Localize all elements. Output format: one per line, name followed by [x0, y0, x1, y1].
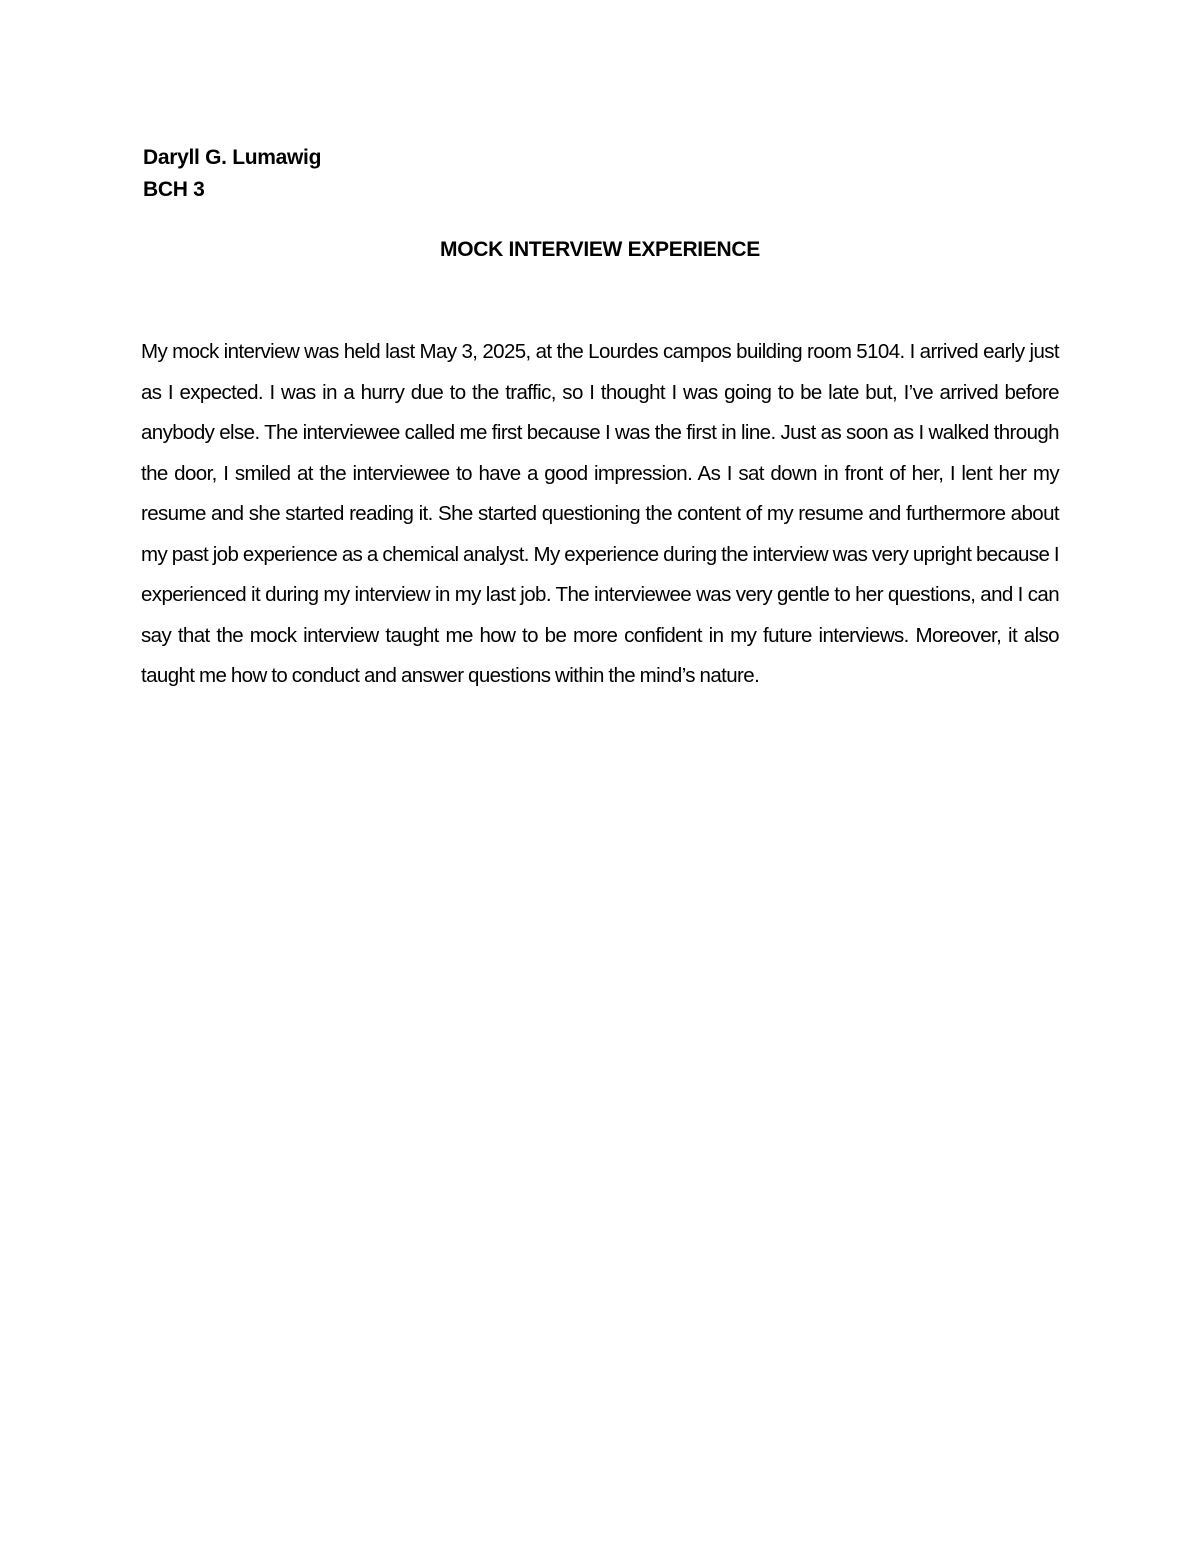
- document-header: [143, 142, 743, 206]
- section-label: BCH 3: [143, 178, 205, 201]
- body-paragraph: My mock interview was held last May 3, 2025, at the Lourdes campos building room 5104. I arrived early just as I expected. I was in a hurry due to the traffic, so I thought I was going to be late but, I’ve arrived before anybody else. The interviewee called me first because I was the first in line. Just as soon as I walked through the door, I smiled at the interviewee to have a good impression. As I sat down in front of her, I lent her my resume and she started reading it. She started questioning the content of my resume and furthermore about my past job experience as a chemical analyst. My experience during the interview was very upright because I experienced it during my interview in my last job. The interviewee was very gentle to her questions, and I can say that the mock interview taught me how to be more confident in my future interviews. Moreover, it also taught me how to conduct and answer questions within the mind’s nature.: [141, 340, 1059, 687]
- document-title: MOCK INTERVIEW EXPERIENCE: [440, 238, 760, 261]
- author-name: Daryll G. Lumawig: [143, 146, 322, 169]
